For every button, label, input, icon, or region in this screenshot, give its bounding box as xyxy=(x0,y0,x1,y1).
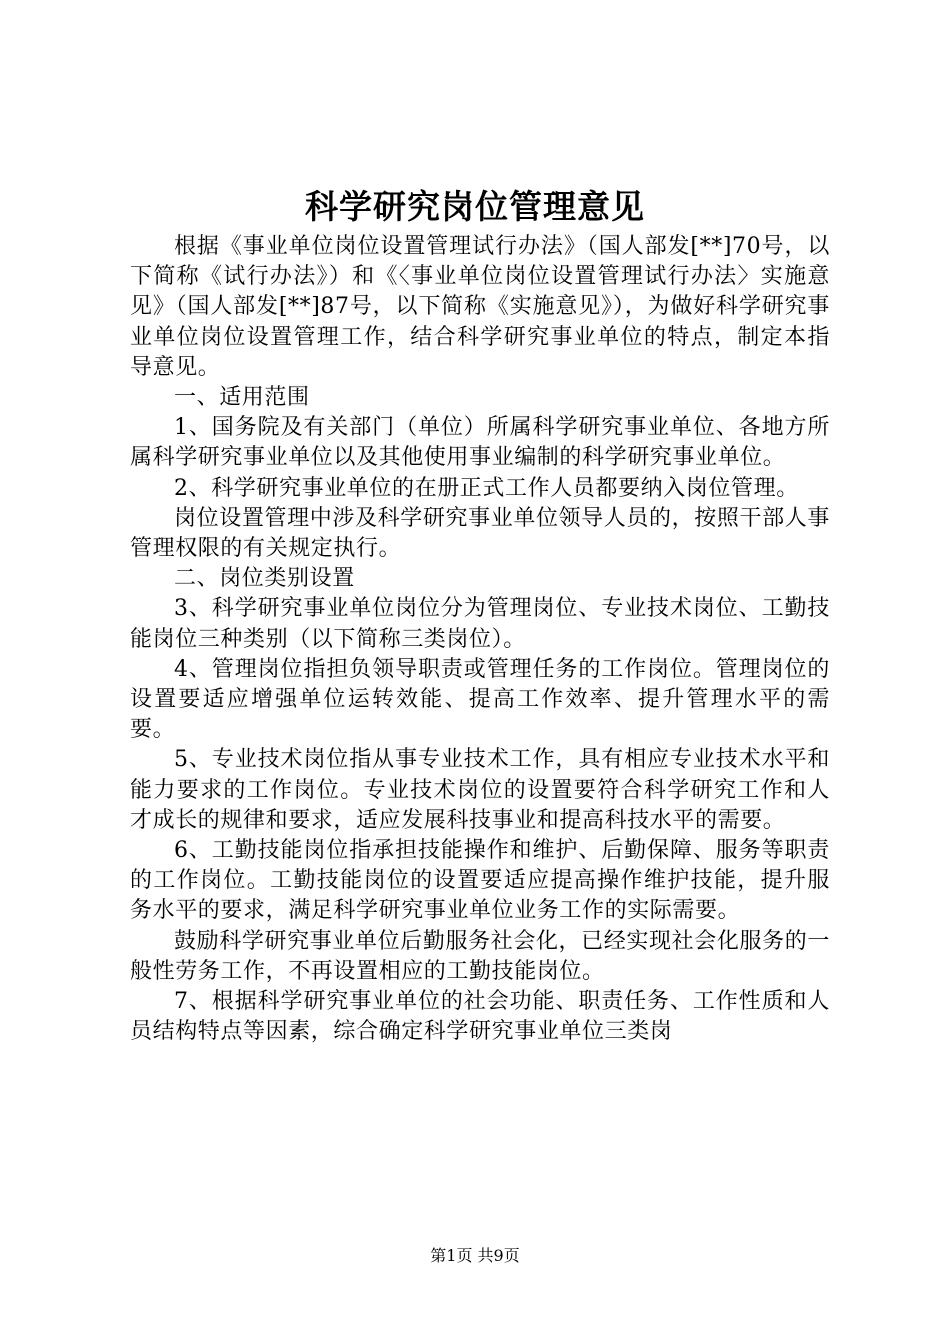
paragraph-item-4: 4、管理岗位指担负领导职责或管理任务的工作岗位。管理岗位的设置要适应增强单位运转效能、提高工作效率、提升管理水平的需要。 xyxy=(130,656,830,743)
paragraph-item-7: 7、根据科学研究事业单位的社会功能、职责任务、工作性质和人员结构特点等因素，综合确定科学研究事业单位三类岗 xyxy=(130,989,830,1045)
paragraph-intro: 根据《事业单位岗位设置管理试行办法》（国人部发[**]70号，以下简称《试行办法》）和《〈事业单位岗位设置管理试行办法〉实施意见》（国人部发[**]87号，以下简称《实施意见》），为做好科学研究事业单位岗位设置管理工作，结合科学研究事业单位的特点，制定本指导意见。 xyxy=(130,234,830,380)
paragraph-item-5: 5、专业技术岗位指从事专业技术工作，具有相应专业技术水平和能力要求的工作岗位。专业技术岗位的设置要符合科学研究工作和人才成长的规律和要求，适应发展科技事业和提高科技水平的需要。 xyxy=(130,747,830,833)
paragraph-item-1: 1、国务院及有关部门（单位）所属科学研究事业单位、各地方所属科学研究事业单位以及其他使用事业编制的科学研究事业单位。 xyxy=(130,415,830,471)
paragraph-outsourcing: 鼓励科学研究事业单位后勤服务社会化，已经实现社会化服务的一般性劳务工作，不再设置相应的工勤技能岗位。 xyxy=(130,928,830,984)
document-body xyxy=(130,232,830,1047)
section-heading-scope: 一、适用范围 xyxy=(174,385,310,411)
paragraph-leaders: 岗位设置管理中涉及科学研究事业单位领导人员的，按照干部人事管理权限的有关规定执行。 xyxy=(130,505,830,562)
paragraph-item-6: 6、工勤技能岗位指承担技能操作和维护、后勤保障、服务等职责的工作岗位。工勤技能岗位的设置要适应提高操作维护技能，提升服务水平的要求，满足科学研究事业单位业务工作的实际需要。 xyxy=(130,838,830,924)
document-title: 科学研究岗位管理意见 xyxy=(305,187,645,226)
paragraph-item-2: 2、科学研究事业单位的在册正式工作人员都要纳入岗位管理。 xyxy=(174,475,799,501)
section-heading-categories: 二、岗位类别设置 xyxy=(174,566,355,592)
page-number-footer: 第1页 共9页 xyxy=(430,1246,520,1265)
paragraph-item-3: 3、科学研究事业单位岗位分为管理岗位、专业技术岗位、工勤技能岗位三种类别（以下简称三类岗位）。 xyxy=(130,596,830,652)
